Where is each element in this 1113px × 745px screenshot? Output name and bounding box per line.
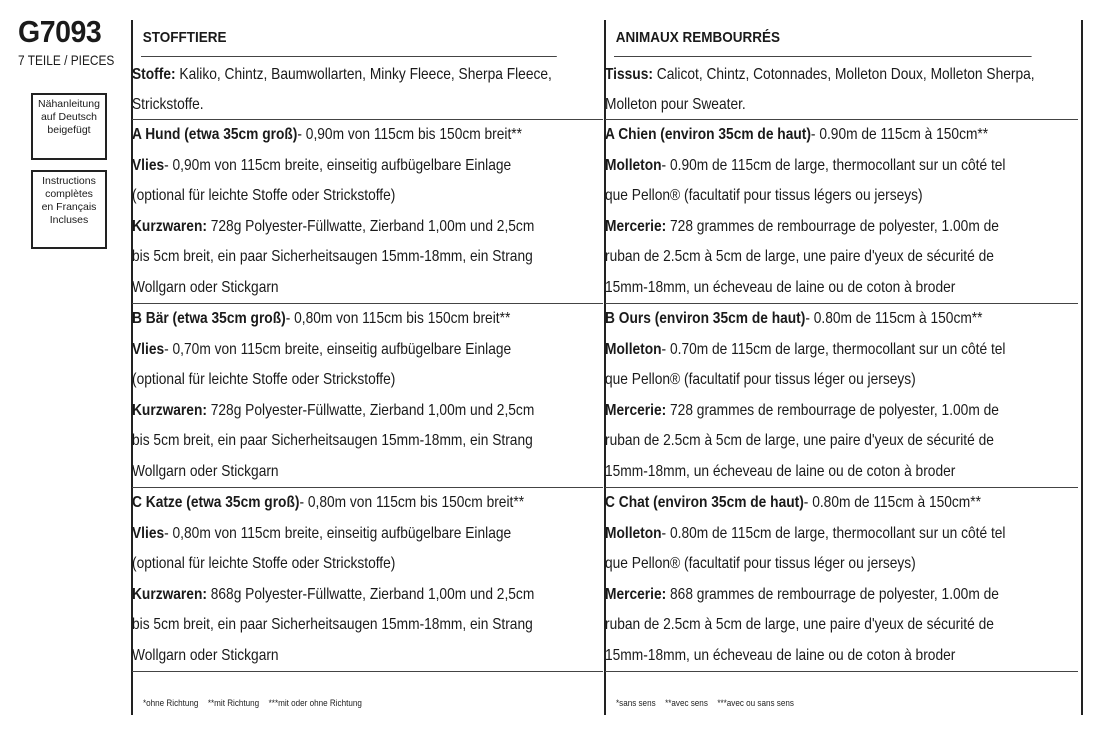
notions-text: ruban de 2.5cm à 5cm de large, une paire d'yeux de sécurité de <box>605 248 994 265</box>
view-c-section <box>132 488 603 672</box>
notions-text: Wollgarn oder Stickgarn <box>132 462 279 480</box>
interfacing-label: Vlies <box>132 156 165 174</box>
footnote: ***mit oder ohne Richtung <box>268 698 362 708</box>
fabrics-label: Stoffe: <box>132 66 176 83</box>
notions-text: Wollgarn oder Stickgarn <box>132 646 279 664</box>
notice-line: auf Deutsch <box>40 111 98 123</box>
interfacing-text: que Pellon® (facultatif pour tissus léger ou jerseys) <box>605 371 916 388</box>
notions-text: ruban de 2.5cm à 5cm de large, une paire d'yeux de sécurité de <box>605 432 994 449</box>
yardage: - 0,80m von 115cm bis 150cm breit** <box>285 310 511 327</box>
view-a-section <box>132 120 603 304</box>
interfacing-label: Molleton <box>605 524 662 542</box>
notions-text: 15mm-18mm, un écheveau de laine ou de coton à broder <box>605 278 956 296</box>
yardage: - 0.80m de 115cm à 150cm** <box>803 494 981 511</box>
interfacing-text: que Pellon® (facultatif pour tissus légers ou jerseys) <box>605 187 923 204</box>
view-heading: A Hund (etwa 35cm groß) <box>132 126 298 143</box>
french-column <box>605 20 1078 672</box>
notions-label: Mercerie: <box>605 401 667 419</box>
view-heading: B Bär (etwa 35cm groß) <box>132 310 286 327</box>
notions-text: 728 grammes de rembourrage de polyester, 1.00m de <box>666 217 999 235</box>
notions-text: 728g Polyester-Füllwatte, Zierband 1,00m und 2,5cm <box>206 217 535 235</box>
fabrics-text: Kaliko, Chintz, Baumwollarten, Minky Fleece, Sherpa Fleece, <box>175 66 552 83</box>
view-heading: B Ours (environ 35cm de haut) <box>605 310 806 327</box>
notions-label: Kurzwaren: <box>132 585 207 603</box>
interfacing-text: - 0.90m de 115cm de large, thermocollant sur un côté tel <box>661 156 1006 174</box>
notice-line: complètes <box>45 188 93 200</box>
notions-label: Kurzwaren: <box>132 401 207 419</box>
notice-line: beigefügt <box>47 124 91 136</box>
notions-text: bis 5cm breit, ein paar Sicherheitsaugen 15mm-18mm, ein Strang <box>132 248 533 265</box>
notions-text: 15mm-18mm, un écheveau de laine ou de coton à broder <box>605 646 956 664</box>
interfacing-label: Vlies <box>132 340 165 358</box>
interfacing-text: (optional für leichte Stoffe oder Strickstoffe) <box>132 187 396 204</box>
notions-label: Mercerie: <box>605 585 667 603</box>
footnote: ***avec ou sans sens <box>717 698 794 708</box>
column-divider <box>1081 20 1083 715</box>
fabrics-section <box>605 57 1078 120</box>
fabrics-text: Calicot, Chintz, Cotonnades, Molleton Doux, Molleton Sherpa, <box>652 66 1035 83</box>
notions-text: Wollgarn oder Stickgarn <box>132 278 279 296</box>
yardage: - 0.80m de 115cm à 150cm** <box>805 310 983 327</box>
notions-text: 868 grammes de rembourrage de polyester, 1.00m de <box>666 585 999 603</box>
pattern-number: G7093 <box>18 14 102 49</box>
notice-line: Instructions <box>42 175 96 187</box>
footnote: *sans sens <box>616 698 656 708</box>
interfacing-text: - 0,70m von 115cm breite, einseitig aufbügelbare Einlage <box>164 340 512 358</box>
yardage: - 0.90m de 115cm à 150cm** <box>810 126 989 143</box>
notions-text: 868g Polyester-Füllwatte, Zierband 1,00m und 2,5cm <box>206 585 535 603</box>
footnote: *ohne Richtung <box>143 698 199 708</box>
notice-line: Nähanleitung <box>38 98 100 110</box>
view-heading: C Katze (etwa 35cm groß) <box>132 494 300 511</box>
notice-line: en Français <box>41 201 97 213</box>
piece-count: 7 TEILE / PIECES <box>18 52 115 68</box>
german-title: STOFFTIERE <box>141 20 557 57</box>
view-b-section <box>605 304 1078 488</box>
notions-text: 728 grammes de rembourrage de polyester, 1.00m de <box>666 401 999 419</box>
interfacing-text: - 0,80m von 115cm breite, einseitig aufbügelbare Einlage <box>164 524 512 542</box>
footnote: **avec sens <box>665 698 708 708</box>
view-heading: A Chien (environ 35cm de haut) <box>605 126 811 143</box>
interfacing-text: que Pellon® (facultatif pour tissus léger ou jerseys) <box>605 555 916 572</box>
notice-line: Incluses <box>49 214 89 226</box>
view-heading: C Chat (environ 35cm de haut) <box>605 494 804 511</box>
yardage: - 0,80m von 115cm bis 150cm breit** <box>299 494 525 511</box>
interfacing-text: (optional für leichte Stoffe oder Strickstoffe) <box>132 555 396 572</box>
interfacing-label: Molleton <box>605 340 662 358</box>
view-a-section <box>605 120 1078 304</box>
interfacing-text: (optional für leichte Stoffe oder Strickstoffe) <box>132 371 396 388</box>
interfacing-text: - 0,90m von 115cm breite, einseitig aufbügelbare Einlage <box>164 156 512 174</box>
notions-text: bis 5cm breit, ein paar Sicherheitsaugen 15mm-18mm, ein Strang <box>132 616 533 633</box>
french-instructions-notice <box>31 170 107 249</box>
interfacing-text: - 0.70m de 115cm de large, thermocollant sur un côté tel <box>661 340 1006 358</box>
notions-text: ruban de 2.5cm à 5cm de large, une paire d'yeux de sécurité de <box>605 616 994 633</box>
fabrics-label: Tissus: <box>605 66 653 83</box>
german-instructions-notice <box>31 93 107 160</box>
fabrics-text: Strickstoffe. <box>132 95 204 113</box>
notions-label: Kurzwaren: <box>132 217 207 235</box>
notions-text: 15mm-18mm, un écheveau de laine ou de coton à broder <box>605 462 956 480</box>
view-c-section <box>605 488 1078 672</box>
footnote: **mit Richtung <box>207 698 260 708</box>
view-b-section <box>132 304 603 488</box>
notions-text: bis 5cm breit, ein paar Sicherheitsaugen 15mm-18mm, ein Strang <box>132 432 533 449</box>
fabrics-text: Molleton pour Sweater. <box>605 95 746 113</box>
german-footnotes <box>143 698 369 708</box>
yardage: - 0,90m von 115cm bis 150cm breit** <box>297 126 522 143</box>
interfacing-text: - 0.80m de 115cm de large, thermocollant sur un côté tel <box>661 524 1006 542</box>
french-title: ANIMAUX REMBOURRÉS <box>614 20 1032 57</box>
notions-label: Mercerie: <box>605 217 667 235</box>
french-footnotes <box>616 698 801 708</box>
interfacing-label: Molleton <box>605 156 662 174</box>
german-column <box>132 20 603 672</box>
fabrics-section <box>132 57 603 120</box>
notions-text: 728g Polyester-Füllwatte, Zierband 1,00m und 2,5cm <box>206 401 535 419</box>
interfacing-label: Vlies <box>132 524 165 542</box>
